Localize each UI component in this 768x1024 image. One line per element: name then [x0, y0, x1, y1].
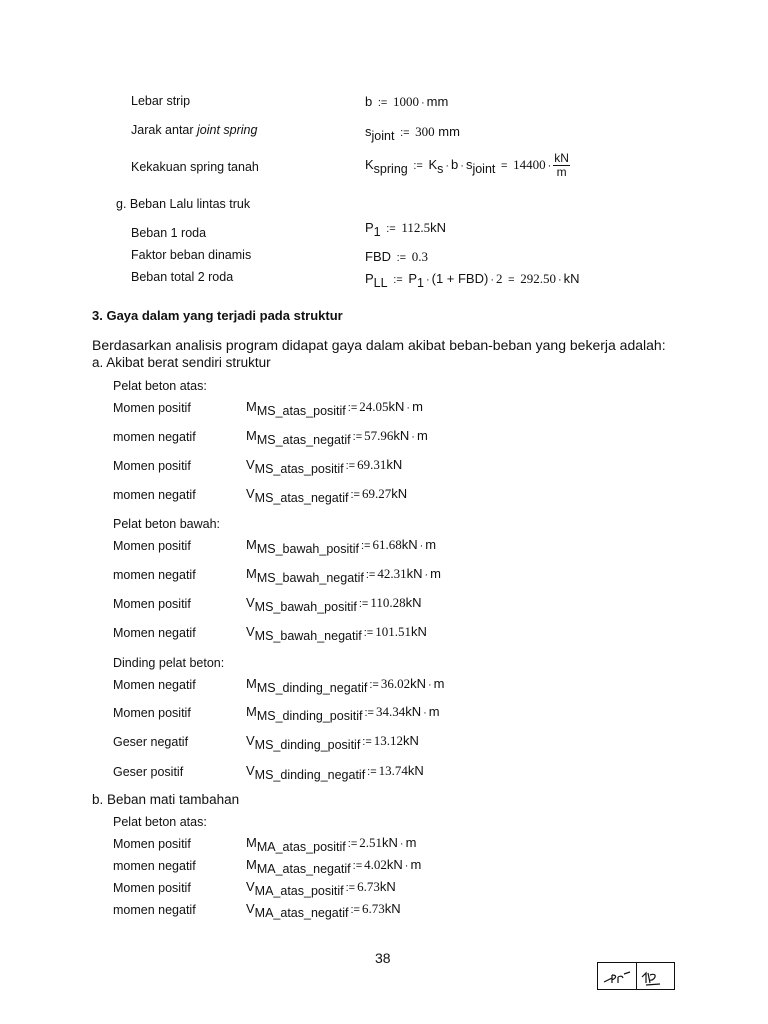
formula-value: 300: [415, 124, 435, 139]
equals-op: =: [508, 274, 515, 286]
formula-beban-total: $P_{LL}$ := $P_1 \cdot (1 + FBD) \cdot 2 = 292.50$ · kN: [365, 271, 580, 290]
force-unit: kN: [388, 399, 405, 414]
force-unit: kN: [391, 486, 408, 501]
assign-op: :=: [400, 127, 410, 139]
force-symbol: V: [246, 486, 255, 501]
force-symbol: V: [246, 624, 255, 639]
force-symbol-sub: MS_dinding_negatif: [256, 681, 368, 695]
force-unit: kN: [410, 676, 426, 691]
assign-op: :=: [361, 540, 371, 552]
param-label-beban-roda: Beban 1 roda: [131, 226, 207, 240]
formula-unit: mm: [438, 124, 460, 139]
force-symbol-sub: MS_bawah_positif: [256, 542, 359, 556]
force-unit-2: m: [412, 399, 423, 414]
unit-fraction: [553, 152, 570, 179]
assign-op: :=: [377, 97, 388, 109]
force-formula: [246, 624, 427, 643]
expr-b: b: [451, 156, 459, 172]
formula-unit: kN: [430, 220, 447, 235]
param-label-fbd: Faktor beban dinamis: [131, 248, 252, 262]
force-formula: $M_{MS\_atas\_positif}$ := 24.05kN · m: [246, 399, 423, 418]
force-unit-2: m: [430, 566, 442, 581]
group-title: Dinding pelat beton:: [113, 656, 225, 670]
assign-op: :=: [393, 274, 403, 286]
force-symbol: M: [246, 428, 257, 443]
param-label-beban-total: Beban total 2 roda: [131, 270, 234, 284]
param-label-jarak-joint: [131, 123, 257, 137]
force-unit-2: m: [433, 676, 445, 691]
force-unit-2: m: [410, 857, 422, 872]
label-italic: joint spring: [197, 123, 258, 137]
force-label: Momen positif: [113, 401, 191, 415]
force-value: 34.34: [375, 704, 406, 719]
label-prefix: Jarak antar: [131, 123, 198, 137]
force-symbol-sub: MS_dinding_positif: [254, 738, 361, 752]
force-label: Momen positif: [113, 837, 191, 851]
unit-denominator: m: [556, 165, 567, 179]
formula-lhs-sub: 1: [373, 225, 381, 239]
formula-beban-roda: [365, 220, 446, 239]
force-label: Momen positif: [113, 706, 191, 720]
expr-s: s: [465, 156, 473, 172]
force-unit: kN: [406, 566, 423, 581]
force-value: 6.73: [357, 879, 380, 894]
force-value: 24.05: [359, 399, 389, 414]
assign-op: :=: [350, 904, 360, 916]
assign-op: :=: [347, 402, 358, 414]
force-label: Momen negatif: [113, 678, 196, 692]
force-symbol: V: [246, 733, 255, 748]
assign-op: :=: [345, 882, 356, 894]
assign-op: :=: [367, 766, 377, 778]
force-unit-2: m: [428, 704, 440, 719]
force-symbol: M: [246, 835, 257, 850]
signature-box: [597, 962, 675, 990]
assign-op: :=: [369, 679, 379, 691]
force-formula: $M_{MA\_atas\_negatif}$ := 4.02kN · m: [246, 857, 422, 876]
assign-op: :=: [345, 460, 356, 472]
formula-lhs: K: [365, 156, 374, 172]
formula-fbd: [365, 249, 428, 265]
force-unit-2: m: [416, 428, 428, 443]
force-symbol-sub: MS_bawah_negatif: [256, 571, 364, 585]
force-value: 6.73: [361, 901, 385, 916]
formula-unit: kN: [563, 271, 580, 286]
force-value: 61.68: [372, 537, 402, 552]
force-symbol: V: [246, 595, 255, 610]
force-formula: [246, 486, 407, 505]
assign-op: :=: [413, 159, 423, 172]
force-unit: kN: [405, 595, 422, 610]
force-unit: kN: [401, 537, 418, 552]
force-symbol-sub: MA_atas_negatif: [254, 906, 349, 920]
expr-p: P: [408, 271, 417, 286]
force-value: 36.02: [380, 676, 411, 691]
force-label: momen negatif: [113, 430, 196, 444]
force-value: 110.28: [370, 595, 406, 610]
section-a-heading: a. Akibat berat sendiri struktur: [92, 355, 271, 370]
force-formula: [246, 901, 401, 920]
assign-op: :=: [352, 860, 363, 872]
force-symbol-sub: MS_atas_negatif: [256, 433, 351, 447]
assign-op: :=: [386, 223, 396, 235]
formula-lebar-strip: b := 1000 · mm: [365, 94, 449, 109]
section-g-heading: g. Beban Lalu lintas truk: [116, 197, 251, 211]
param-label-kekakuan: Kekakuan spring tanah: [131, 160, 259, 174]
expr-paren: (1 + FBD): [431, 271, 489, 286]
assign-op: :=: [364, 707, 374, 719]
assign-op: :=: [352, 431, 363, 443]
group-title: Pelat beton atas:: [113, 815, 207, 829]
assign-op: :=: [365, 569, 376, 581]
force-unit: kN: [379, 879, 396, 894]
force-symbol-sub: MS_atas_positif: [254, 462, 344, 476]
assign-op: :=: [350, 489, 360, 501]
force-label: momen negatif: [113, 568, 196, 582]
force-value: 13.74: [378, 763, 408, 778]
section-3-heading: 3. Gaya dalam yang terjadi pada struktur: [92, 308, 343, 323]
assign-op: :=: [396, 252, 407, 264]
force-label: Momen positif: [113, 459, 191, 473]
force-value: 69.31: [357, 457, 387, 472]
assign-op: :=: [347, 838, 358, 850]
force-symbol: M: [246, 399, 257, 414]
force-value: 13.12: [373, 733, 404, 748]
force-unit: kN: [403, 733, 419, 748]
force-unit: kN: [405, 704, 422, 719]
force-symbol: V: [246, 901, 255, 916]
force-label: Momen negatif: [113, 626, 196, 640]
force-unit: kN: [410, 624, 427, 639]
force-symbol: V: [246, 879, 255, 894]
force-value: 42.31: [377, 566, 407, 581]
force-value: 57.96: [364, 428, 394, 443]
force-unit: kN: [407, 763, 424, 778]
force-symbol: M: [246, 676, 257, 691]
force-formula: $M_{MS\_bawah\_negatif}$ := 42.31kN · m: [246, 566, 442, 585]
formula-kekakuan: $K_{spring}$ := $K_s \cdot b \cdot s_{joint} = 14400$ · $\frac{kN}{m}$: [365, 151, 569, 179]
force-unit: kN: [393, 428, 410, 443]
force-symbol-sub: MS_bawah_positif: [254, 600, 357, 614]
expr-p-sub: 1: [416, 276, 424, 290]
assign-op: :=: [358, 598, 369, 610]
assign-op: :=: [362, 736, 372, 748]
formula-unit: mm: [426, 94, 449, 109]
expr-k-sub: s: [437, 161, 444, 176]
force-symbol-sub: MS_bawah_negatif: [254, 629, 362, 643]
force-label: momen negatif: [113, 903, 196, 917]
formula-lhs: b: [365, 94, 373, 109]
handwritten-initials: [598, 963, 676, 991]
force-formula: [246, 457, 402, 476]
formula-value: 1000: [392, 94, 419, 109]
force-symbol-sub: MS_atas_negatif: [254, 491, 349, 505]
force-symbol: V: [246, 457, 255, 472]
force-label: Geser positif: [113, 765, 184, 779]
expr-k: K: [428, 156, 438, 172]
formula-result: 292.50: [520, 271, 556, 286]
force-label: Momen positif: [113, 597, 191, 611]
formula-value: 112.5: [401, 220, 431, 235]
force-unit: kN: [382, 835, 398, 850]
force-symbol: M: [246, 566, 257, 581]
force-formula: $M_{MS\_atas\_negatif}$ := 57.96kN · m: [246, 428, 428, 447]
force-formula: [246, 595, 421, 614]
force-label: Geser negatif: [113, 735, 189, 749]
force-label: Momen positif: [113, 881, 191, 895]
section-3-intro: Berdasarkan analisis program didapat gaya dalam akibat beban-beban yang bekerja adalah:: [92, 337, 666, 353]
force-unit: kN: [386, 457, 403, 472]
force-unit: kN: [386, 857, 403, 872]
group-title: Pelat beton atas:: [113, 379, 207, 393]
formula-lhs: P: [365, 271, 374, 286]
formula-lhs-sub: joint: [371, 129, 395, 143]
force-unit: kN: [384, 901, 401, 916]
formula-lhs: FBD: [365, 249, 391, 264]
force-symbol: M: [246, 704, 257, 719]
group-title: Pelat beton bawah:: [113, 517, 221, 531]
force-symbol-sub: MA_atas_negatif: [256, 862, 351, 876]
force-symbol-sub: MS_atas_positif: [256, 404, 346, 418]
force-symbol-sub: MA_atas_positif: [256, 840, 346, 854]
force-formula: [246, 763, 424, 782]
formula-jarak-joint: [365, 124, 460, 143]
force-value: 2.51: [359, 835, 383, 850]
force-formula: $M_{MS\_bawah\_positif}$ := 61.68kN · m: [246, 537, 437, 556]
force-formula: [246, 733, 419, 752]
force-value: 101.51: [375, 624, 411, 639]
formula-lhs: s: [365, 124, 372, 139]
force-formula: $M_{MA\_atas\_positif}$ := 2.51kN · m: [246, 835, 417, 854]
force-symbol-sub: MS_dinding_positif: [256, 709, 363, 723]
expr-s-sub: joint: [472, 161, 496, 176]
force-unit-2: m: [405, 835, 417, 850]
force-label: Momen positif: [113, 539, 191, 553]
force-symbol-sub: MA_atas_positif: [254, 884, 344, 898]
force-formula: $M_{MS\_dinding\_positif}$ := 34.34kN · m: [246, 704, 440, 723]
formula-value: 0.3: [411, 249, 428, 264]
force-formula: [246, 879, 396, 898]
page-number: 38: [375, 950, 391, 966]
formula-lhs-sub: spring: [373, 161, 408, 176]
force-unit-2: m: [425, 537, 437, 552]
force-formula: $M_{MS\_dinding\_negatif}$ := 36.02kN · m: [246, 676, 445, 695]
formula-result: 14400: [513, 156, 546, 172]
force-label: momen negatif: [113, 859, 196, 873]
force-symbol-sub: MS_dinding_negatif: [254, 768, 366, 782]
equals-op: =: [501, 159, 508, 172]
force-label: momen negatif: [113, 488, 196, 502]
formula-lhs-sub: LL: [373, 276, 388, 290]
force-symbol: M: [246, 857, 257, 872]
assign-op: :=: [363, 627, 374, 639]
section-b-heading: b. Beban mati tambahan: [92, 792, 240, 807]
force-value: 4.02: [364, 857, 387, 872]
formula-lhs: P: [365, 220, 374, 235]
force-value: 69.27: [361, 486, 392, 501]
force-symbol: M: [246, 537, 257, 552]
param-label-lebar-strip: Lebar strip: [131, 94, 191, 108]
force-symbol: V: [246, 763, 255, 778]
expr-times: 2: [496, 271, 503, 286]
unit-numerator: kN: [554, 151, 569, 165]
